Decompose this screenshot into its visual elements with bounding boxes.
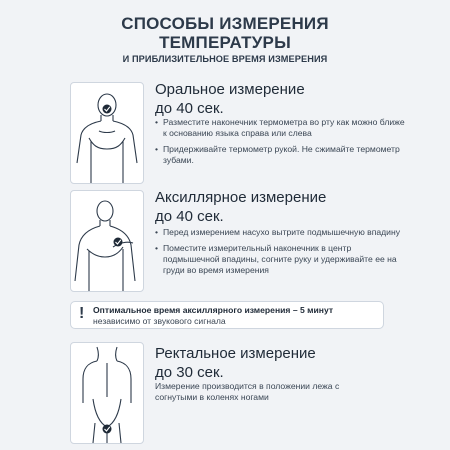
oral-figure-card [70, 82, 144, 184]
axillary-title-line2: до 40 сек. [155, 208, 224, 225]
oral-title-line2: до 40 сек. [155, 100, 224, 117]
rectal-bullets [155, 381, 345, 408]
oral-title-line1: Оральное измерение [155, 81, 305, 98]
axillary-figure-card [70, 190, 144, 292]
checkmark-icon [114, 238, 123, 247]
exclamation-icon: ! [79, 305, 85, 322]
bullet-text: Перед измерением насухо вытрите подмышечную впадину [163, 227, 401, 237]
checkmark-icon [103, 425, 112, 434]
page-title [0, 14, 450, 52]
bullet-text: Придерживайте термометр рукой. Не сжимайте термометр зубами. [163, 144, 400, 165]
rectal-figure-card [70, 342, 144, 444]
list-item [155, 381, 345, 403]
note-line2: независимо от звукового сигнала [93, 316, 226, 326]
axillary-title-line1: Аксиллярное измерение [155, 189, 327, 206]
oral-bullets [155, 117, 405, 171]
rectal-title-line1: Ректальное измерение [155, 345, 316, 362]
bullet-dot: • [155, 243, 159, 253]
body-figure-icon [71, 343, 143, 443]
checkmark-icon [103, 105, 112, 114]
bullet-text: Поместите измерительный наконечник в центр подмышечной впадины, согните руку и удерживайте ее на груди во время измерения [163, 243, 397, 275]
bullet-dot: • [155, 227, 159, 237]
note-line1: Оптимальное время аксиллярного измерения – 5 минут [93, 305, 334, 315]
page-title-line1: СПОСОБЫ ИЗМЕРЕНИЯ [121, 14, 329, 33]
axillary-bullets [155, 227, 405, 281]
list-item [155, 243, 405, 276]
optimal-time-note [70, 301, 384, 329]
rectal-title-line2: до 30 сек. [155, 364, 224, 381]
bullet-text: Разместите наконечник термометра во рту как можно ближе к основанию языка справа или слева [163, 117, 405, 138]
body-figure-icon [71, 83, 143, 183]
bullet-text: Измерение производится в положении лежа с согнутыми в коленях ногами [155, 381, 340, 402]
bullet-dot: • [155, 117, 159, 127]
rectal-title [155, 344, 445, 382]
list-item [155, 227, 405, 238]
bullet-dot: • [155, 144, 159, 154]
list-item [155, 117, 405, 139]
axillary-title [155, 188, 445, 226]
page-subtitle: И ПРИБЛИЗИТЕЛЬНОЕ ВРЕМЯ ИЗМЕРЕНИЯ [122, 54, 328, 64]
page-title-line2: ТЕМПЕРАТУРЫ [159, 33, 291, 52]
oral-title [155, 80, 445, 118]
body-figure-icon [71, 191, 143, 291]
list-item [155, 144, 405, 166]
